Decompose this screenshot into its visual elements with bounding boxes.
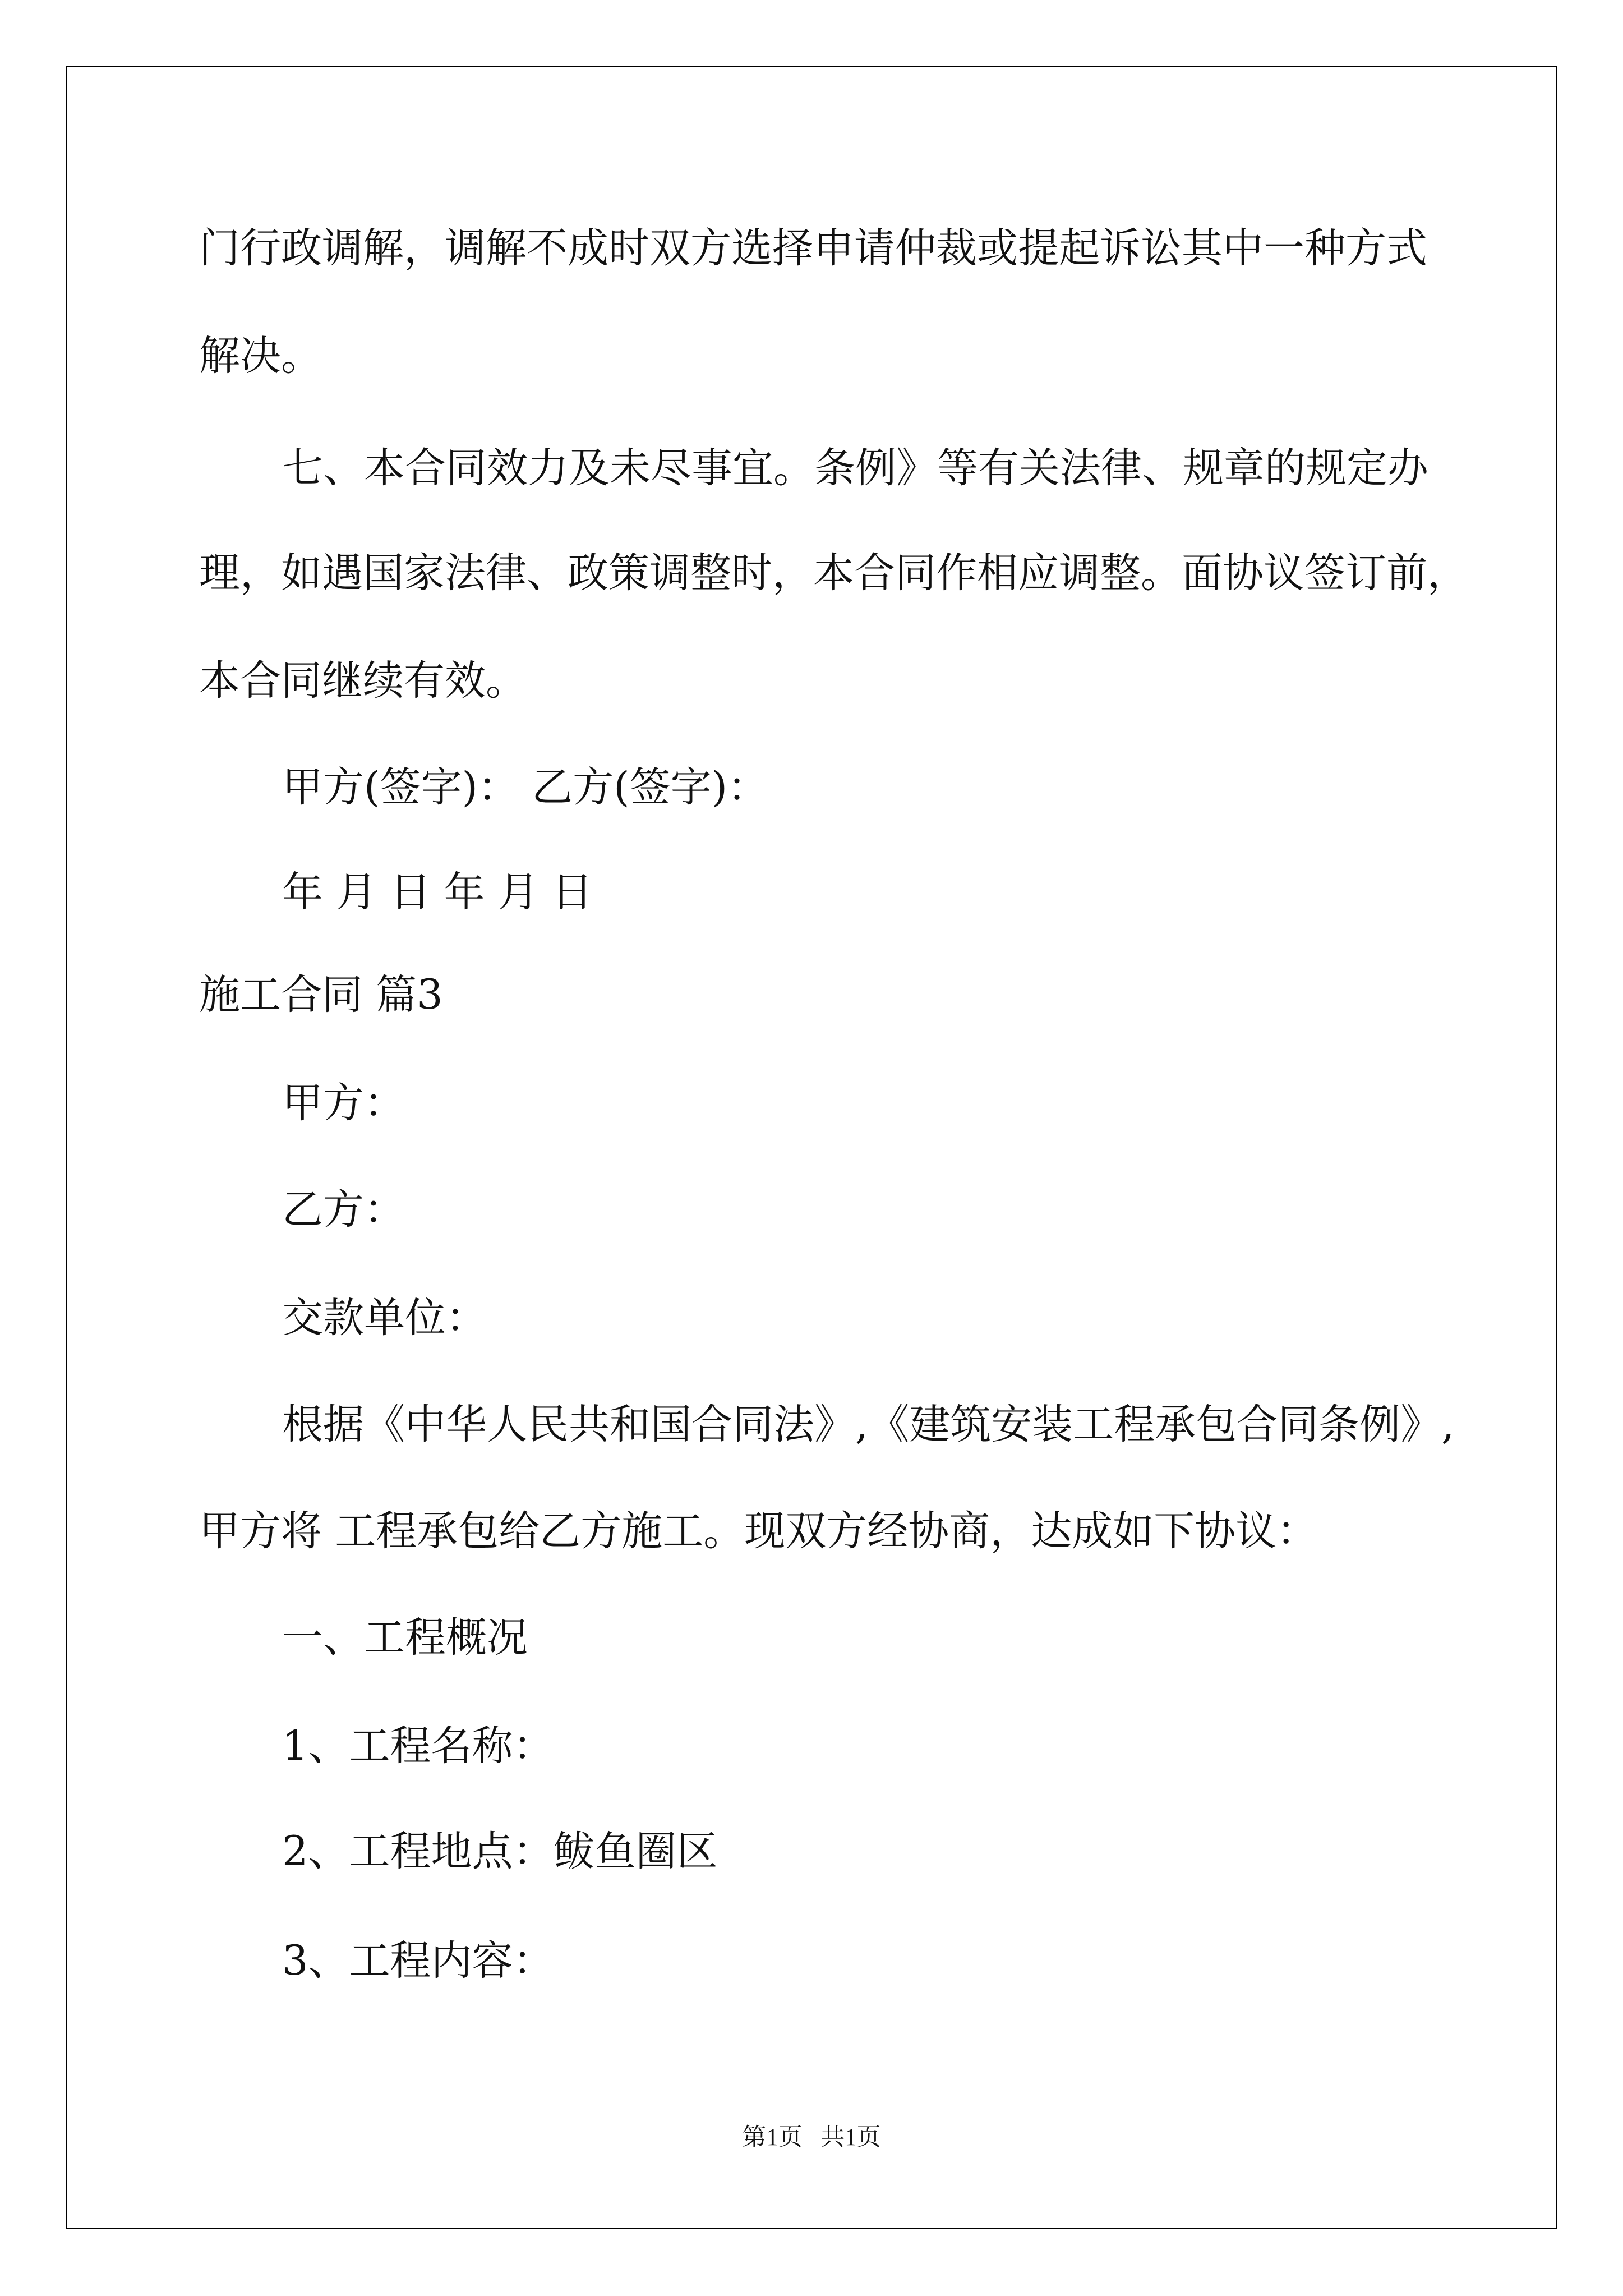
signature-line: 甲方(签字)： 乙方(签字)：: [282, 763, 769, 811]
date-line: 年 月 日 年 月 日: [282, 868, 593, 916]
preamble-paragraph: 根据《中华人民共和国合同法》,《建筑安装工程承包合同条例》,: [282, 1401, 1455, 1448]
contract-heading: 施工合同 篇3: [199, 971, 443, 1019]
body-line-4: 理，如遇国家法律、政策调整时，本合同作相应调整。面协议签订前，: [199, 549, 1468, 597]
preamble-line-2: 甲方将 工程承包给乙方施工。现双方经协商，达成如下协议：: [199, 1507, 1318, 1555]
page-border: [66, 66, 1557, 2229]
party-b-label: 乙方：: [282, 1186, 405, 1234]
body-line-5: 本合同继续有效。: [199, 657, 527, 705]
payer-label: 交款单位：: [282, 1294, 487, 1342]
section-one-heading: 一、工程概况: [282, 1614, 528, 1662]
item-project-content: 3、工程内容：: [282, 1937, 554, 1985]
item-project-location: 2、工程地点：鲅鱼圈区: [282, 1828, 718, 1875]
party-a-label: 甲方：: [282, 1079, 405, 1127]
page-footer: 第1页 共1页: [742, 2124, 881, 2151]
body-line-1: 门行政调解，调解不成时双方选择申请仲裁或提起诉讼其中一种方式: [199, 224, 1427, 272]
section-seven-paragraph: 七、本合同效力及未尽事宜。条例》等有关法律、规章的规定办: [282, 444, 1428, 492]
body-line-2: 解决。: [199, 332, 322, 380]
item-project-name: 1、工程名称：: [282, 1722, 554, 1770]
